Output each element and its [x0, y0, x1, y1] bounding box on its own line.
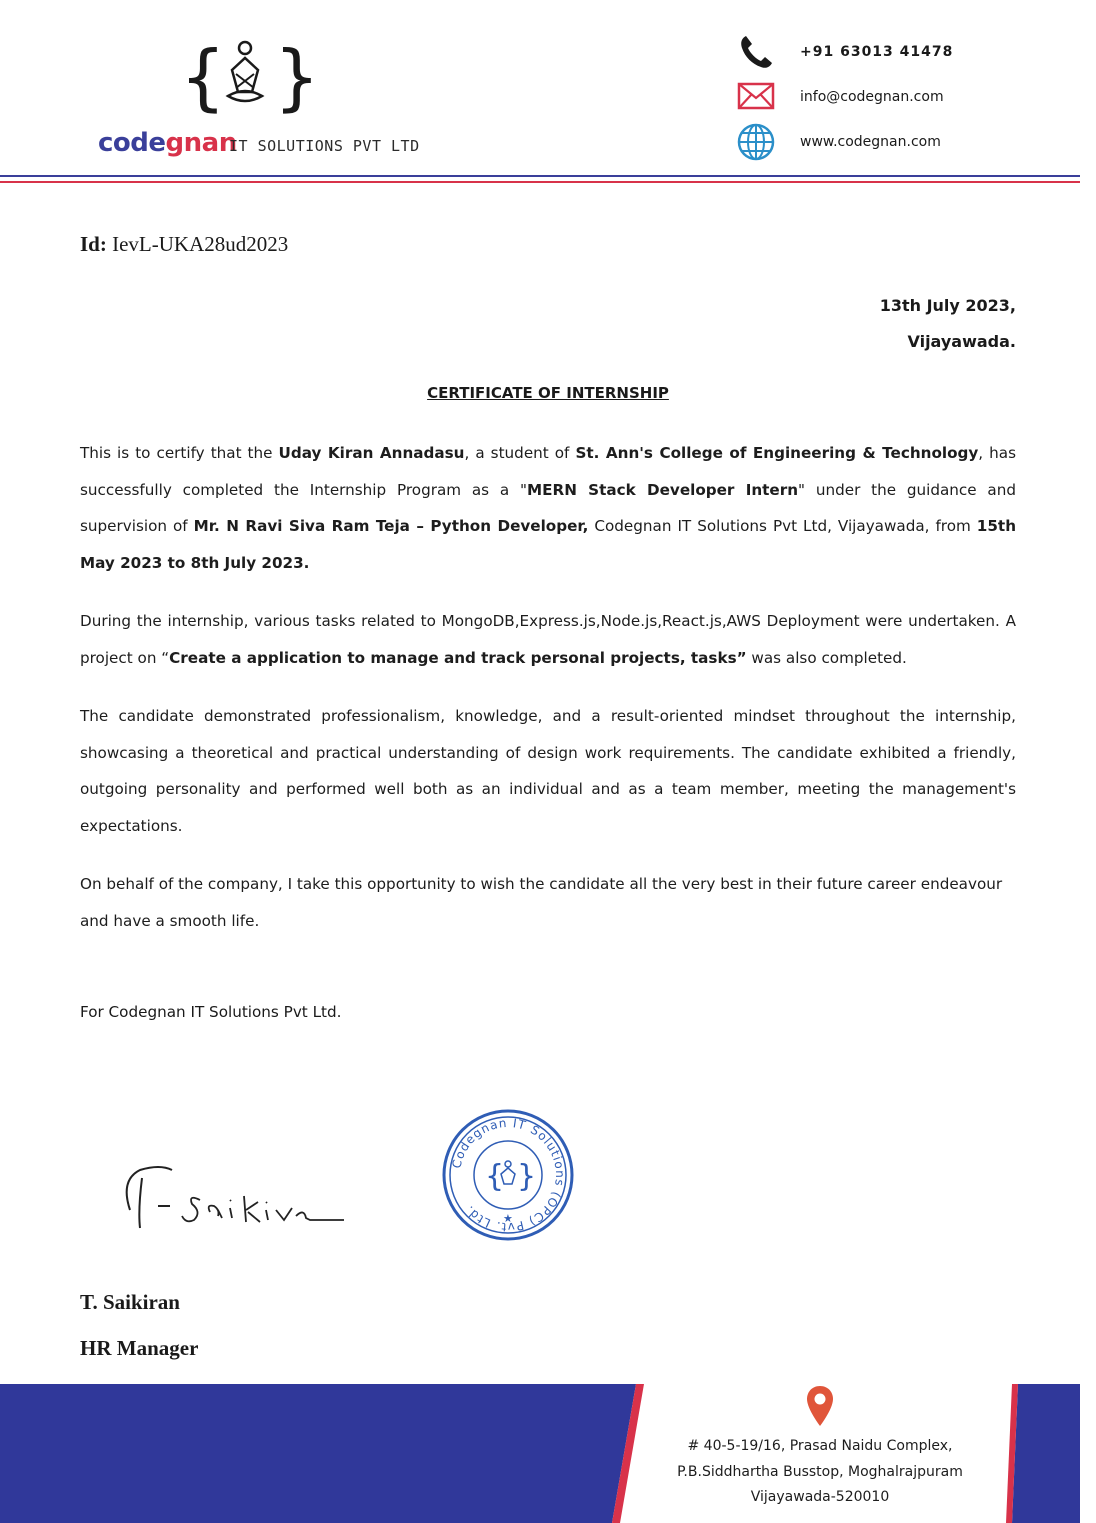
signatory-role: HR Manager — [80, 1336, 199, 1360]
address-line-2: P.B.Siddhartha Busstop, Moghalrajpuram — [677, 1464, 963, 1480]
svg-text:}: } — [274, 35, 320, 119]
company-seal — [441, 1108, 575, 1242]
paragraph-wishes: On behalf of the company, I take this opportunity to wish the candidate all the very best in their future career endeavour and have a smooth life. — [80, 875, 1003, 930]
paragraph-performance: The candidate demonstrated professionalism, knowledge, and a result-oriented mindset throughout the internship, showcasing a theoretical and practical understanding of design work requirements. The candidate exhibited a friendly, outgoing personality and performed well both as an individual and as a team member, meeting the management's expectations. — [80, 707, 1016, 835]
svg-text:★: ★ — [503, 1212, 513, 1225]
website-link[interactable]: www.codegnan.com — [800, 134, 941, 150]
header-divider-red — [0, 181, 1080, 183]
phone-icon — [736, 32, 776, 72]
signatory-name: T. Saikiran — [80, 1290, 180, 1314]
brand-subtitle: IT SOLUTIONS PVT LTD — [229, 137, 420, 155]
email-link[interactable]: info@codegnan.com — [800, 89, 944, 105]
certificate-id: Id: IevL-UKA28ud2023 — [80, 232, 289, 256]
brand-name: codegnan — [98, 128, 237, 158]
issue-place: Vijayawada. — [907, 332, 1016, 351]
paragraph-tasks: During the internship, various tasks related to MongoDB,Express.js,Node.js,React.js,AWS Deployment were undertaken. A project on “Create a application to manage and track personal projects, tasks” was also completed. — [80, 612, 1016, 667]
handwritten-signature — [110, 1150, 350, 1250]
company-signoff: For Codegnan IT Solutions Pvt Ltd. — [80, 1003, 342, 1021]
svg-text:}: } — [517, 1159, 537, 1194]
svg-text:{: { — [180, 35, 226, 119]
header-divider-blue — [0, 175, 1080, 177]
date-block — [880, 288, 1016, 360]
certificate-title: CERTIFICATE OF INTERNSHIP — [427, 384, 669, 402]
phone-number: +91 63013 41478 — [800, 44, 954, 60]
paragraph-certification: This is to certify that the Uday Kiran Annadasu, a student of St. Ann's College of Engineering & Technology, has successfully completed the Internship Program as a "MERN Stack Developer Intern" under the guidance and supervision of Mr. N Ravi Siva Ram Teja – Python Developer, Codegnan IT Solutions Pvt Ltd, Vijayawada, from 15th May 2023 to 8th July 2023. — [80, 444, 1017, 572]
issue-date: 13th July 2023, — [879, 296, 1016, 315]
address-line-3: Vijayawada-520010 — [750, 1489, 890, 1505]
address-line-1: # 40-5-19/16, Prasad Naidu Complex, — [687, 1438, 953, 1454]
mail-icon — [736, 76, 776, 116]
svg-text:{: { — [485, 1159, 505, 1194]
globe-icon — [736, 122, 776, 162]
codegnan-logo-icon — [180, 34, 320, 119]
svg-text:Codegnan IT Solutions (OPC) Pv: Codegnan IT Solutions (OPC) Pvt. Ltd. — [449, 1115, 568, 1235]
location-pin-icon — [804, 1384, 836, 1428]
